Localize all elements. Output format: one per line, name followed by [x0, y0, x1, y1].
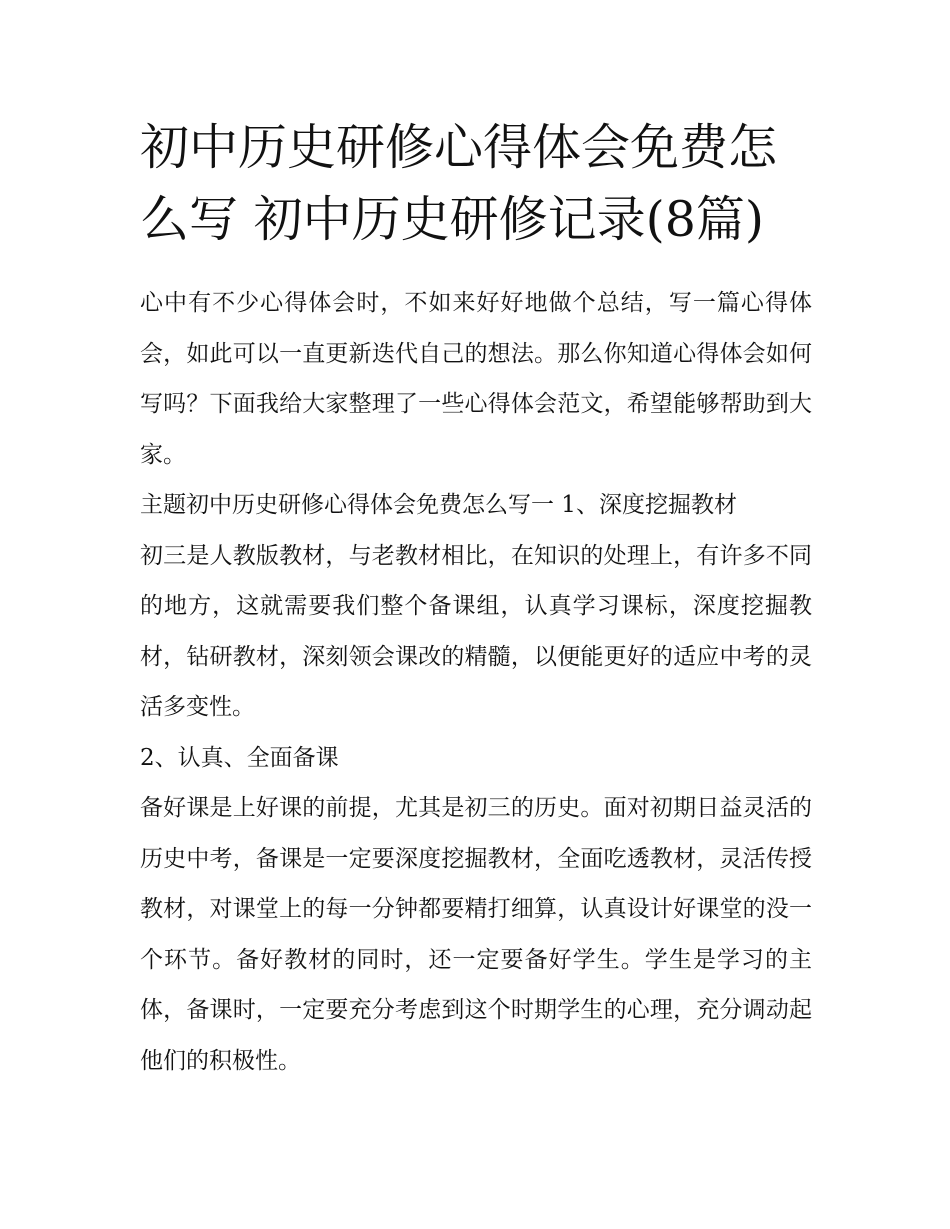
subsection-heading: 2、认真、全面备课 — [140, 744, 339, 771]
document-page — [140, 112, 812, 1086]
intro-paragraph: 心中有不少心得体会时，不如来好好地做个总结，写一篇心得体会，如此可以一直更新迭代自己的想法。那么你知道心得体会如何写吗？下面我给大家整理了一些心得体会范文，希望能够帮助到大家。 — [140, 290, 812, 468]
body-paragraph-1: 初三是人教版教材，与老教材相比，在知识的处理上，有许多不同的地方，这就需要我们整个备课组，认真学习课标，深度挖掘教材，钻研教材，深刻领会课改的精髓，以便能更好的适应中考的灵活多变性。 — [140, 542, 812, 720]
section-heading: 主题初中历史研修心得体会免费怎么写一 1、深度挖掘教材 — [140, 492, 737, 518]
document-title: 初中历史研修心得体会免费怎么写 初中历史研修记录(8篇) — [140, 119, 778, 248]
body-paragraph-2: 备好课是上好课的前提，尤其是初三的历史。面对初期日益灵活的历史中考，备课是一定要深度挖掘教材，全面吃透教材，灵活传授教材，对课堂上的每一分钟都要精打细算，认真设计好课堂的没一个环节。备好教材的同时，还一定要备好学生。学生是学习的主体，备课时，一定要充分考虑到这个时期学生的心理，充分调动起他们的积极性。 — [140, 795, 812, 1074]
